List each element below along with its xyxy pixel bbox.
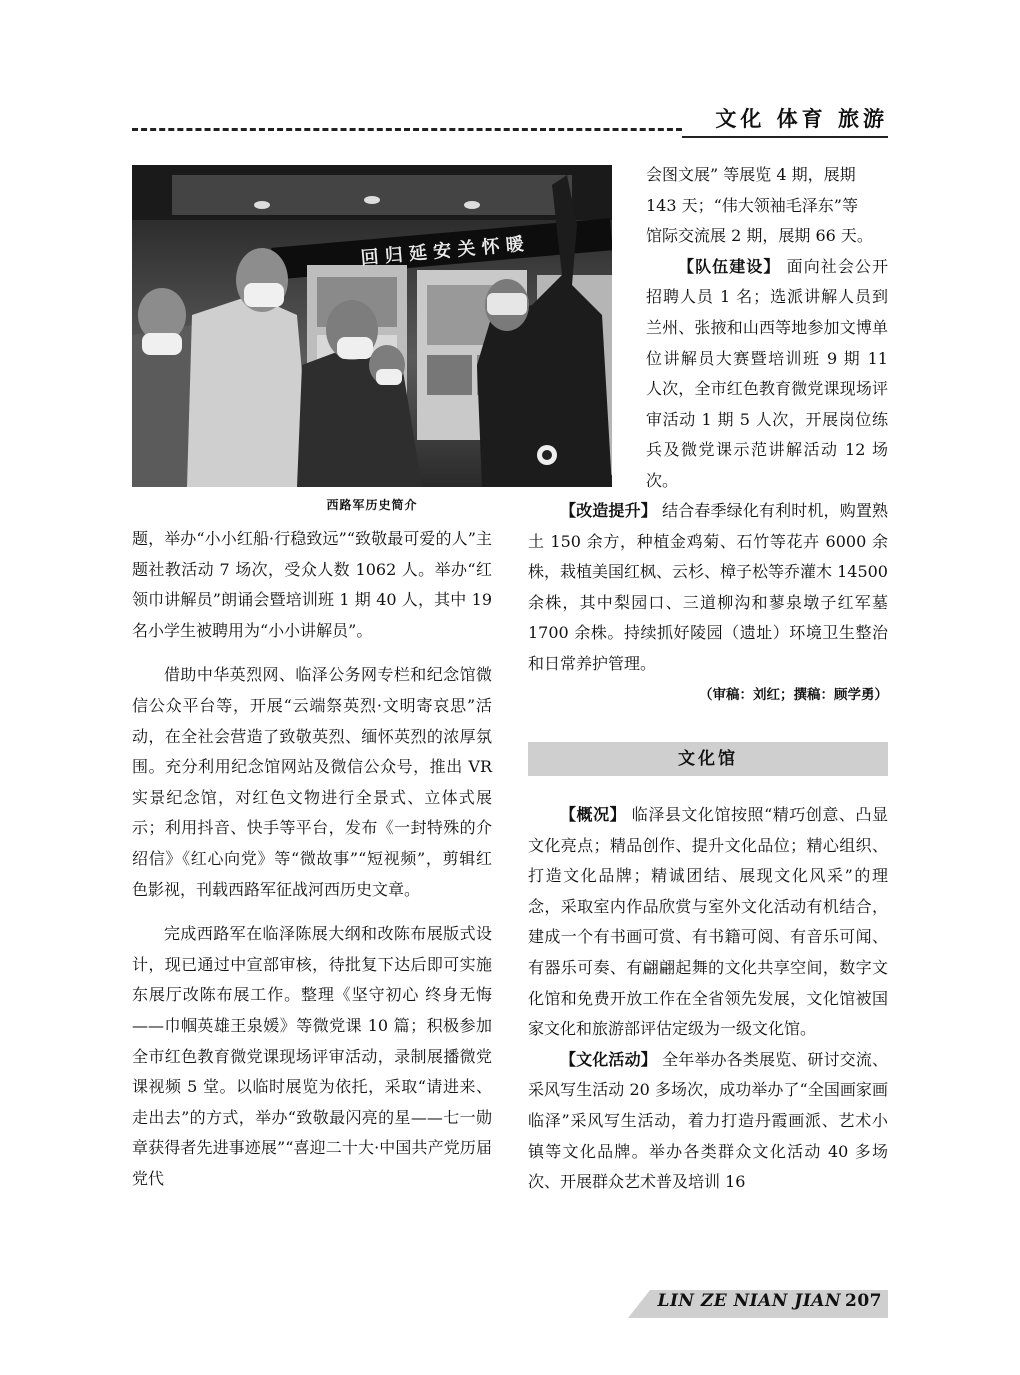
footer-text: [657, 1291, 882, 1311]
culture-hall-heading: 文化馆: [528, 742, 888, 776]
renovate-text: 结合春季绿化有利时机，购置熟土 150 余方，种植金鸡菊、石竹等花卉 6000 余株，栽植美国红枫、云杉、樟子松等乔灌木 14500 余株，其中梨园口、三道柳沟和蓼泉墩子红军墓 1700 余株。持续抓好陵园（遗址）环境卫生整治和日常养护管理。: [528, 501, 888, 673]
activity-paragraph: [528, 1045, 888, 1198]
header-dashed-rule: [132, 128, 682, 131]
page-footer: [628, 1290, 888, 1318]
journal-name: LIN ZE NIAN JIAN: [657, 1291, 841, 1311]
left-column: [132, 524, 492, 1194]
overview-paragraph: [528, 800, 888, 1045]
overview-text: 临泽县文化馆按照“精巧创意、凸显文化亮点；精品创作、提升文化品位；精心组织、打造文化品牌；精诚团结、展现文化风采”的理念，采取室内作品欣赏与室外文化活动有机结合，建成一个有书画可赏、有书籍可阅、有音乐可闻、有器乐可奏、有翩翩起舞的文化共享空间，数字文化馆和免费开放工作在全省领先发展，文化馆被国家文化和旅游部评估定级为一级文化馆。: [528, 805, 888, 1039]
page-number: 207: [845, 1291, 882, 1311]
renovate-label: 【改造提升】: [560, 501, 657, 520]
exhibit-line-1: 会图文展” 等展览 4 期，展期: [646, 165, 856, 184]
left-paragraph-2: 借助中华英烈网、临泽公务网专栏和纪念馆微信公众平台等，开展“云端祭英烈·文明寄哀思”活动，在全社会营造了致敬英烈、缅怀英烈的浓厚氛围。充分利用纪念馆网站及微信公众号，推出 VR 实景纪念馆，对红色文物进行全景式、立体式展示；利用抖音、快手等平台，发布《一封特殊的介绍信》《红心向党》等“微故事”“短视频”，剪辑红色影视，刊载西路军征战河西历史文章。: [132, 665, 492, 899]
left-paragraph-3: 完成西路军在临泽陈展大纲和改陈布展版式设计，现已通过中宣部审核，待批复下达后即可实施东展厅改陈布展工作。整理《坚守初心 终身无悔——巾帼英雄王泉媛》等微党课 10 篇；积极参加全市红色教育微党课现场评审活动，录制展播微党课视频 5 堂。以临时展览为依托，采取“请进来、走出去”的方式，举办“致敬最闪亮的星——七一勋章获得者先进事迹展”“喜迎二十大·中国共产党历届党代: [132, 924, 492, 1188]
activity-label: 【文化活动】: [560, 1049, 657, 1069]
exhibit-line-2: 143 天；“伟大领袖毛泽东”等: [646, 195, 858, 215]
source-credit: （审稿：刘红；撰稿：顾学勇）: [699, 686, 888, 703]
photo-banner-text: 回 归 延 安 关 怀 暖: [359, 233, 525, 270]
right-column-top: [646, 160, 888, 497]
activity-text: 全年举办各类展览、研讨交流、采风写生活动 20 多场次，成功举办了“全国画家画临泽”采风写生活动，着力打造丹霞画派、艺术小镇等文化品牌。举办各类群众文化活动 40 多场次、开展群众艺术普及培训 16: [528, 1049, 888, 1192]
renovate-paragraph: [528, 496, 888, 680]
photo-caption: 西路军历史简介: [326, 498, 418, 512]
team-label: 【队伍建设】: [678, 256, 781, 276]
team-text: 面向社会公开招聘人员 1 名；选派讲解人员到兰州、张掖和山西等地参加文博单位讲解员大赛暨培训班 9 期 11 人次，全市红色教育微党课现场评审活动 1 期 5 人次，开展岗位练兵及微党课示范讲解活动 12 场次。: [646, 256, 888, 490]
overview-label: 【概况】: [560, 805, 627, 824]
photo-illustration: [132, 165, 612, 487]
right-column-mid: [528, 496, 888, 710]
team-paragraph: [646, 252, 888, 497]
left-paragraph-1: 题，举办“小小红船·行稳致远”“致敬最可爱的人”主题社教活动 7 场次，受众人数 1062 人。举办“红领巾讲解员”朗诵会暨培训班 1 期 40 人，其中 19 名小学生被聘用为“小小讲解员”。: [132, 529, 492, 640]
exhibit-line-3: 馆际交流展 2 期，展期 66 天。: [646, 226, 873, 246]
section-title: 文化 体育 旅游: [682, 102, 888, 138]
news-photo: [132, 165, 612, 487]
right-column-bottom: [528, 800, 888, 1198]
